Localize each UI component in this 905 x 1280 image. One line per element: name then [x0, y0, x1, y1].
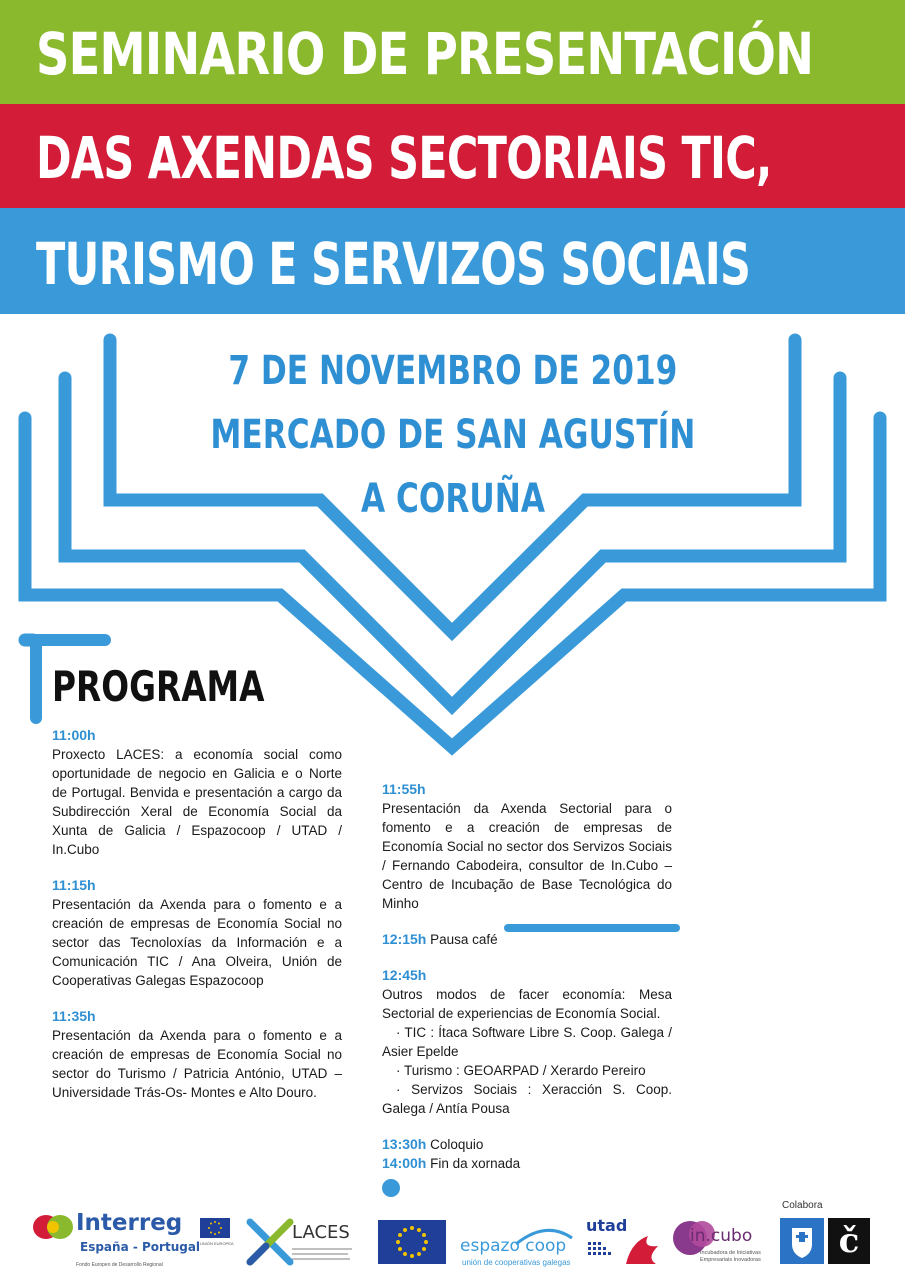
laces-logo: LACES	[292, 1222, 350, 1243]
programa-title: PROGRAMA	[52, 662, 265, 711]
program-time: 11:15h	[52, 877, 96, 893]
interreg-logo: Interreg	[76, 1210, 183, 1236]
xunta-mark-logo: č	[828, 1218, 870, 1264]
program-text: Presentación da Axenda Sectorial para o fomento e a creación de empresas de Economía Social no sector dos Servizos Sociais / Fernando Cabodeira, consultor de In.Cubo – Centro de Incubação de Base Tecnológica do Minho	[382, 801, 672, 911]
program-time: 14:00h	[382, 1155, 427, 1171]
program-subitem-servizos: · Servizos Sociais : Xeracción S. Coop. Galega / Antía Pousa	[382, 1082, 672, 1116]
title-line-3: TURISMO E SERVIZOS SOCIAIS	[36, 230, 751, 298]
colabora-label: Colabora	[782, 1200, 823, 1211]
incubo-subtitle: Incubadora de Iniciativas Empresariais Inovadoras	[700, 1250, 761, 1263]
eu-flag-icon	[378, 1220, 446, 1264]
program-item	[52, 726, 342, 859]
interreg-fund: Fondo Europeo de Desarrollo Regional	[76, 1262, 163, 1268]
laces-x-icon	[246, 1218, 294, 1266]
program-text: Presentación da Axenda para o fomento e a creación de empresas de Economía Social no sector do Turismo / Patricia António, UTAD – Universidade Trás-Os- Montes e Alto Douro.	[52, 1028, 342, 1100]
title-line-1: SEMINARIO DE PRESENTACIÓN	[36, 20, 814, 88]
program-text: Proxecto LACES: a economía social como oportunidade de negocio en Galicia e o Norte de Portugal. Benvida e presentación a cargo da Subdirección Xeral de Economía Social da Xunta de Galicia / Espazocoop / UTAD / In.Cubo	[52, 747, 342, 857]
event-venue: MERCADO DE SAN AGUSTÍN	[210, 412, 695, 458]
event-city: A CORUÑA	[360, 476, 545, 522]
program-item	[382, 780, 672, 913]
laces-caption-lines	[292, 1246, 354, 1264]
program-time: 11:55h	[382, 781, 426, 797]
program-time: 13:30h	[382, 1136, 427, 1152]
program-text: Pausa café	[430, 932, 498, 947]
program-text: Presentación da Axenda para o fomento e a creación de empresas de Economía Social no sector das Tecnoloxías da Información e a Comunicación TIC / Ana Olveira, Unión de Cooperativas Galegas Espazocoop	[52, 897, 342, 988]
utad-logo: utad	[586, 1216, 628, 1235]
program-item	[52, 876, 342, 990]
eu-flag-small-icon	[200, 1218, 230, 1240]
program-text: Fin da xornada	[430, 1156, 521, 1171]
event-date: 7 DE NOVEMBRO DE 2019	[227, 348, 678, 394]
incubo-logo: in.cubo	[690, 1226, 753, 1246]
interreg-flag-icon	[32, 1214, 74, 1240]
eu-label: UNIÓN EUROPEA	[200, 1241, 234, 1246]
espazocoop-logo: espazo coop	[460, 1236, 567, 1256]
interreg-subtitle: España - Portugal	[80, 1240, 201, 1254]
program-item	[382, 1135, 672, 1154]
program-time: 11:00h	[52, 727, 96, 743]
program-time: 11:35h	[52, 1008, 96, 1024]
program-item	[382, 966, 672, 1118]
program-text: Outros modos de facer economía: Mesa Sectorial de experiencias de Economía Social.	[382, 987, 672, 1021]
utad-emblem-icon	[586, 1236, 662, 1266]
programa-left-column	[52, 726, 342, 1119]
sponsor-logos	[0, 1180, 905, 1280]
espazocoop-subtitle: unión de cooperativas galegas	[462, 1258, 571, 1267]
programa-right-column	[382, 780, 672, 1190]
program-item-pause	[382, 930, 672, 949]
program-text: Coloquio	[430, 1137, 484, 1152]
program-subitem-turismo: · Turismo : GEOARPAD / Xerardo Pereiro	[396, 1063, 646, 1078]
program-time: 12:45h	[382, 967, 427, 983]
title-line-2: DAS AXENDAS SECTORIAIS TIC,	[36, 124, 772, 192]
xunta-shield-icon	[780, 1218, 824, 1264]
program-item	[382, 1154, 672, 1173]
program-subitem-tic: · TIC : Ítaca Software Libre S. Coop. Galega / Asier Epelde	[382, 1025, 672, 1059]
program-time: 12:15h	[382, 931, 427, 947]
program-item	[52, 1007, 342, 1102]
